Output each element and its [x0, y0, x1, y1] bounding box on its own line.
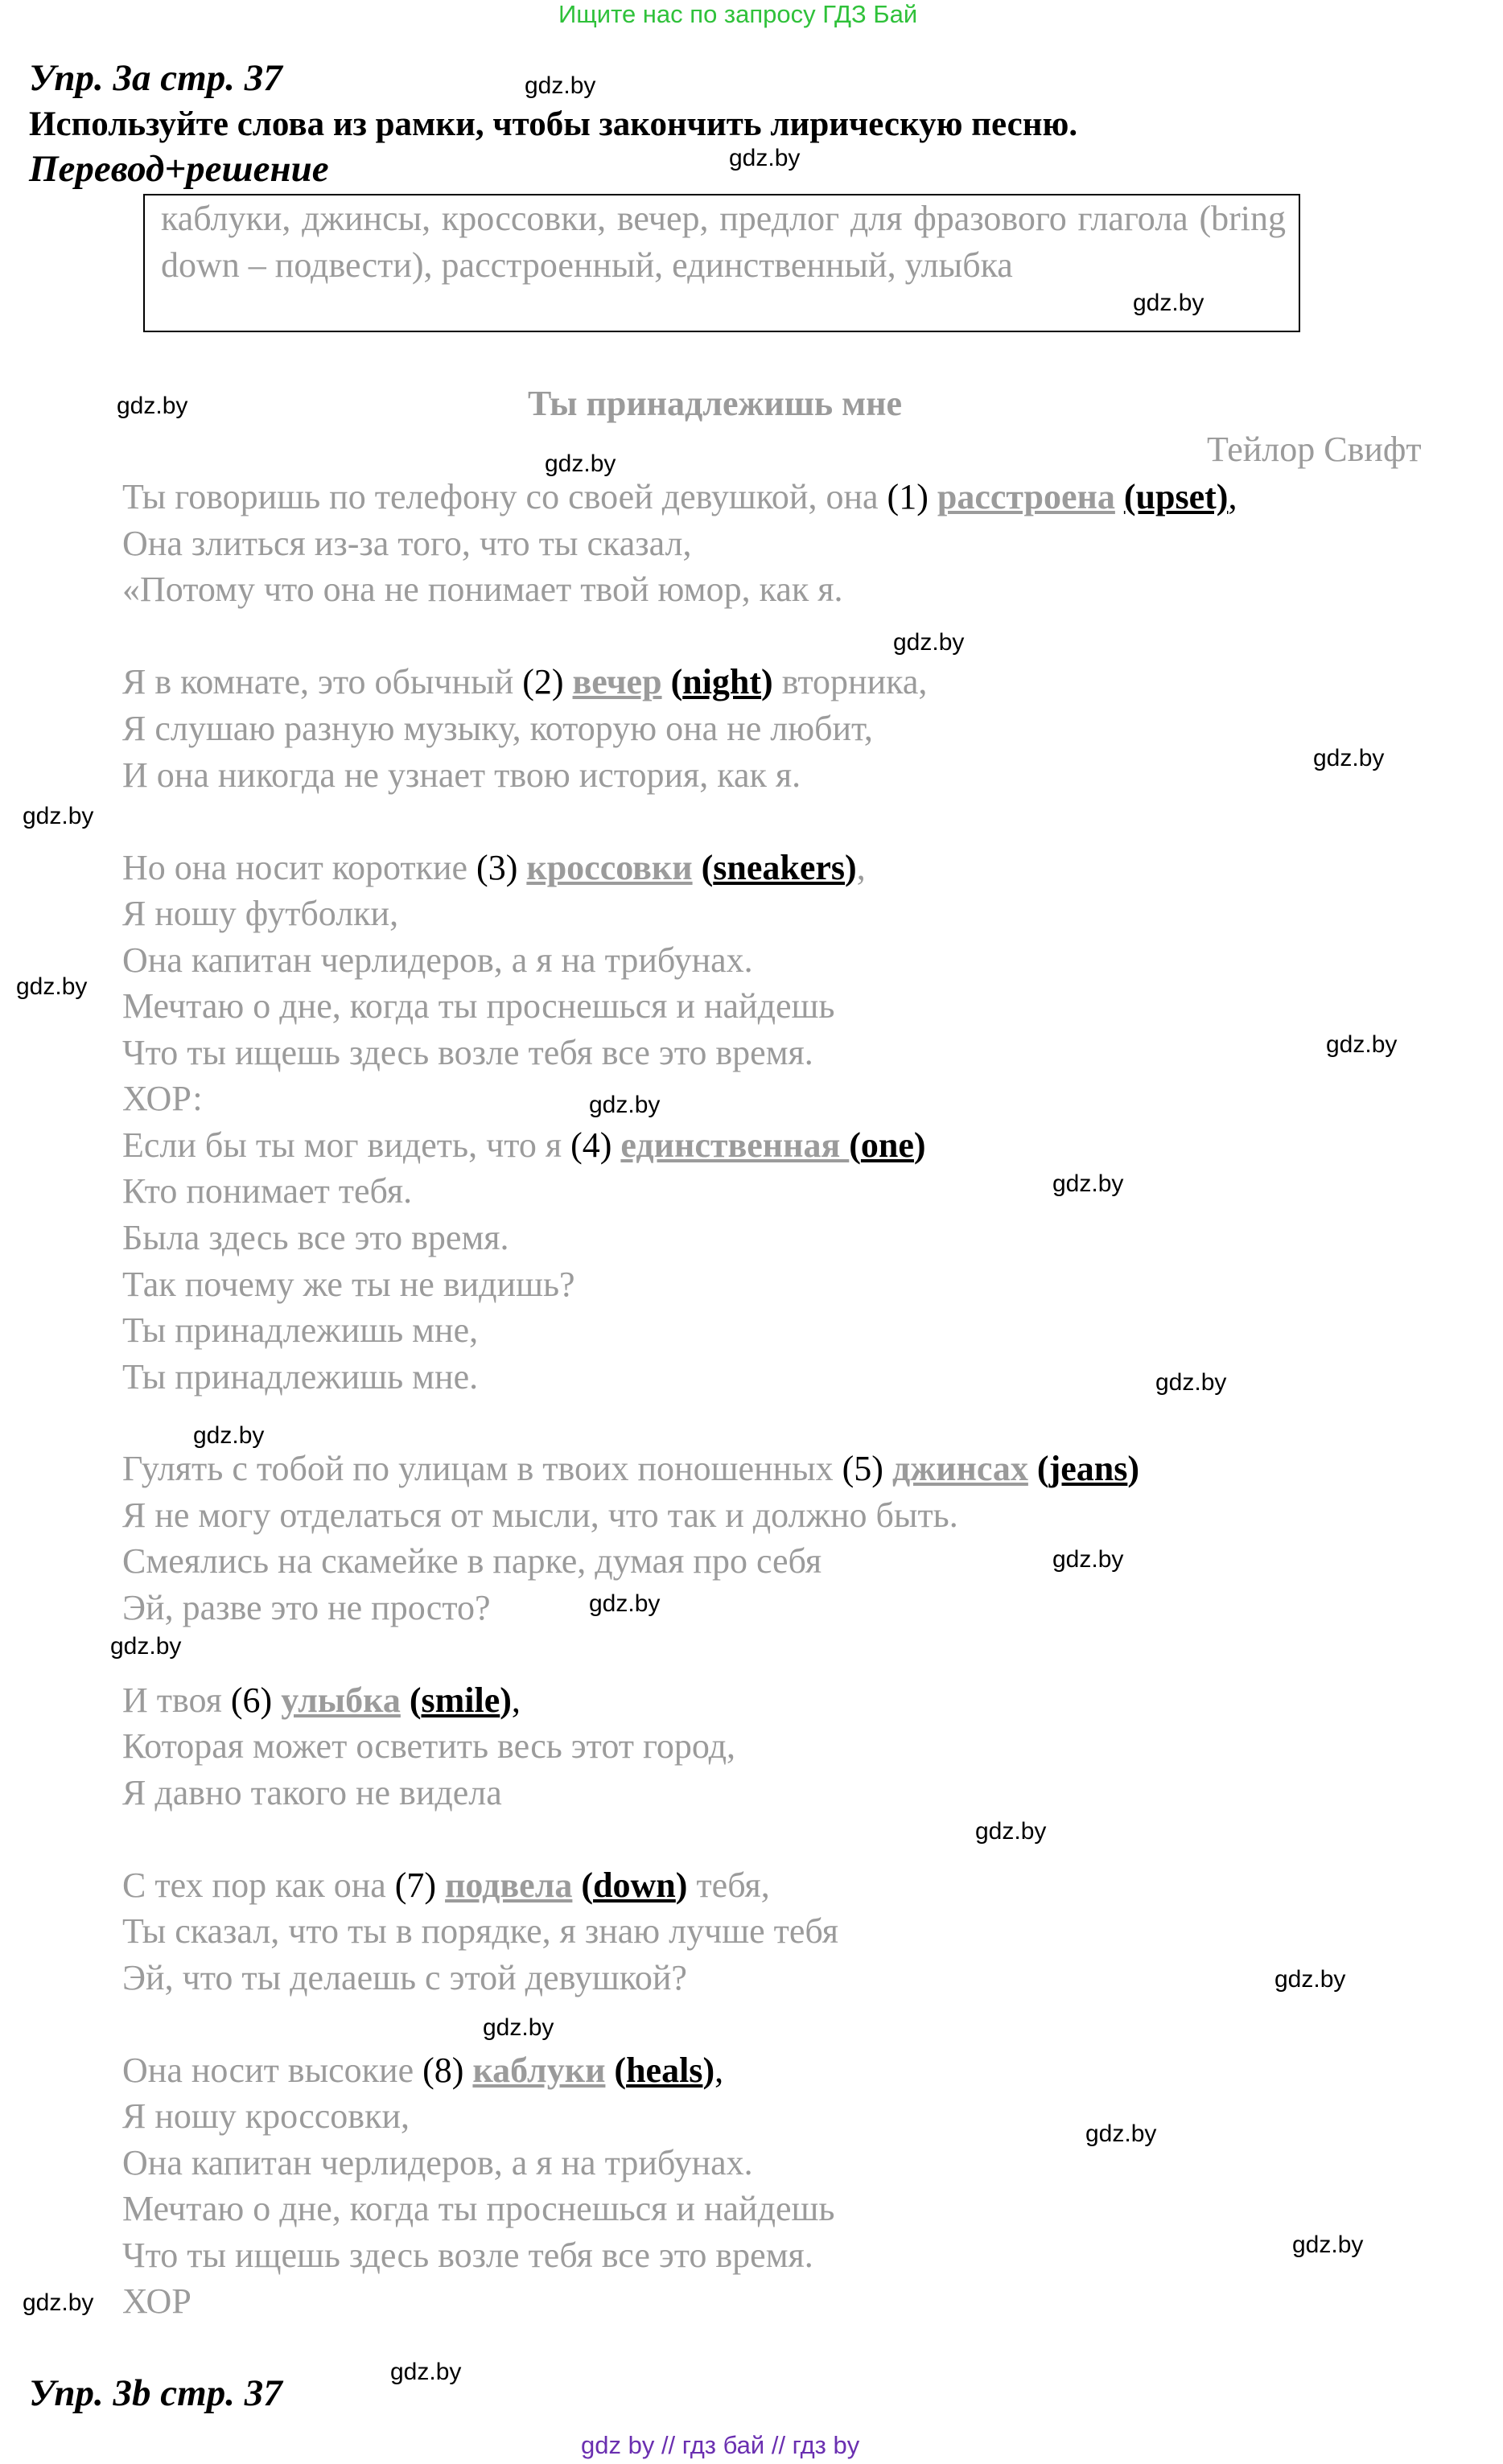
lyric-line: Она капитан черлидеров, а я на трибунах.	[122, 940, 753, 980]
watermark: gdz.by	[16, 973, 88, 1000]
lyric-line: Кто понимает тебя.	[122, 1171, 413, 1211]
lyric-line: Но она носит короткие (3) кроссовки (sneakers),	[122, 848, 866, 887]
lyric-line: Я давно такого не видела	[122, 1773, 502, 1812]
watermark: gdz.by	[729, 145, 801, 171]
lyric-line: Мечтаю о дне, когда ты проснешься и найдешь	[122, 986, 835, 1026]
lyric-line: Что ты ищешь здесь возле тебя все это время.	[122, 2236, 813, 2275]
lyric-line: ХОР:	[122, 1079, 203, 1118]
watermark: gdz.by	[589, 1590, 661, 1617]
lyric-line: С тех пор как она (7) подвела (down) тебя,	[122, 1865, 770, 1905]
watermark: gdz.by	[1155, 1369, 1227, 1396]
watermark: gdz.by	[1052, 1546, 1124, 1573]
watermark: gdz.by	[589, 1092, 661, 1118]
exercise-header: Упр. 3а стр. 37	[29, 57, 282, 99]
lyric-line: Которая может осветить весь этот город,	[122, 1726, 736, 1766]
watermark: gdz.by	[117, 393, 188, 419]
lyric-line: ХОР	[122, 2281, 191, 2321]
watermark: gdz.by	[1292, 2232, 1364, 2258]
lyric-line: И твоя (6) улыбка (smile),	[122, 1680, 521, 1720]
watermark: gdz.by	[110, 1633, 182, 1660]
watermark: gdz.by	[390, 2359, 462, 2385]
watermark: gdz.by	[545, 450, 616, 477]
lyric-line: Была здесь все это время.	[122, 1218, 509, 1257]
watermark: gdz.by	[893, 629, 965, 656]
lyric-line: Ты принадлежишь мне,	[122, 1310, 479, 1350]
song-author: Тейлор Свифт	[1207, 430, 1422, 469]
watermark: gdz.by	[483, 2014, 554, 2041]
watermark: gdz.by	[23, 803, 94, 829]
watermark: gdz.by	[1085, 2121, 1157, 2147]
lyric-line: Эй, разве это не просто?	[122, 1588, 491, 1627]
lyric-line: Что ты ищешь здесь возле тебя все это время.	[122, 1033, 813, 1072]
next-exercise-header: Упр. 3b стр. 37	[29, 2372, 282, 2414]
lyric-line: Мечтаю о дне, когда ты проснешься и найдешь	[122, 2189, 835, 2228]
banner-link[interactable]: Ищите нас по запросу ГДЗ Бай	[558, 0, 918, 28]
watermark: gdz.by	[23, 2289, 94, 2316]
subheader: Перевод+решение	[29, 148, 329, 190]
lyric-line: Я ношу кроссовки,	[122, 2096, 410, 2136]
lyric-line: Я в комнате, это обычный (2) вечер (night) вторника,	[122, 662, 928, 701]
word-box	[143, 194, 1300, 332]
lyric-line: И она никогда не узнает твою история, как я.	[122, 755, 801, 795]
lyric-line: Я слушаю разную музыку, которую она не любит,	[122, 709, 873, 748]
lyric-line: «Потому что она не понимает твой юмор, как я.	[122, 570, 843, 609]
watermark: gdz.by	[1326, 1031, 1398, 1058]
song-title: Ты принадлежишь мне	[528, 384, 903, 423]
lyric-line: Гулять с тобой по улицам в твоих поношенных (5) джинсах (jeans)	[122, 1449, 1139, 1488]
lyric-line: Ты говоришь по телефону со своей девушкой, она (1) расстроена (upset),	[122, 477, 1237, 516]
lyric-line: Ты сказал, что ты в порядке, я знаю лучше тебя	[122, 1911, 838, 1951]
watermark: gdz.by	[975, 1818, 1047, 1845]
lyric-line: Смеялись на скамейке в парке, думая про себя	[122, 1541, 822, 1581]
watermark: gdz.by	[1133, 290, 1204, 316]
watermark: gdz.by	[1052, 1170, 1124, 1197]
lyric-line: Я не могу отделаться от мысли, что так и должно быть.	[122, 1495, 958, 1535]
watermark: gdz.by	[1313, 745, 1385, 771]
watermark: gdz.by	[525, 72, 596, 99]
lyric-line: Если бы ты мог видеть, что я (4) единственная (one)	[122, 1125, 926, 1165]
lyric-line: Она носит высокие (8) каблуки (heals),	[122, 2051, 724, 2090]
lyric-line: Она злиться из-за того, что ты сказал,	[122, 524, 692, 563]
instruction: Используйте слова из рамки, чтобы закончить лирическую песню.	[29, 105, 1078, 143]
watermark: gdz.by	[193, 1422, 265, 1449]
lyric-line: Она капитан черлидеров, а я на трибунах.	[122, 2143, 753, 2182]
lyric-line: Я ношу футболки,	[122, 894, 399, 933]
footer-links[interactable]: gdz by // гдз бай // гдз by	[581, 2431, 860, 2459]
lyric-line: Эй, что ты делаешь с этой девушкой?	[122, 1958, 687, 1997]
watermark: gdz.by	[1274, 1966, 1346, 1993]
word-box-text: каблуки, джинсы, кроссовки, вечер, предлог для фразового глагола (bring down – подвести), расстроенный, единственный, улыбка	[161, 199, 1286, 285]
lyric-line: Ты принадлежишь мне.	[122, 1357, 479, 1397]
lyric-line: Так почему же ты не видишь?	[122, 1265, 575, 1304]
